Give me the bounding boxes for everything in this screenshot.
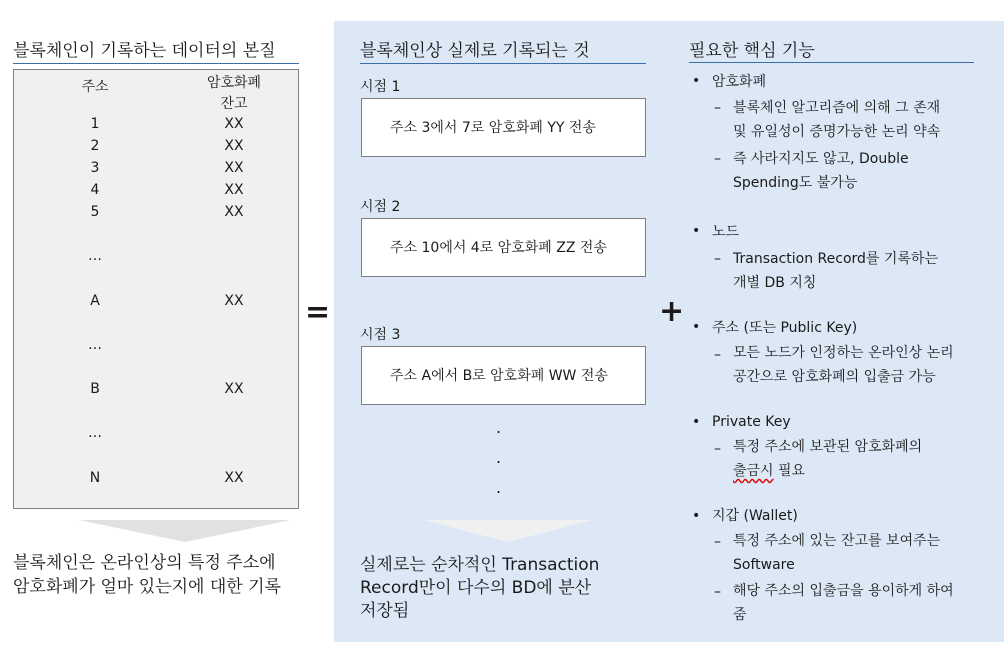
feature-cryptocurrency: 암호화폐 [712,74,767,90]
row-address: 2 [90,138,100,154]
dash-icon: – [714,251,721,267]
feature-wallet: 지갑 (Wallet) [712,508,798,524]
feature-detail: 공간으로 암호화폐의 입출금 가능 [733,369,936,385]
row-address: 4 [90,182,100,198]
feature-detail: 해당 주소의 입출금을 용이하게 하여 [733,583,954,599]
continuation-dot: . [496,448,502,467]
row-address: A [90,293,100,309]
header-balance-line1: 암호화폐 [206,75,262,91]
middle-caption-line1: 실제로는 순차적인 Transaction [360,555,600,575]
middle-caption-line3: 저장됨 [360,601,410,621]
continuation-dot: . [496,418,502,437]
left-caption-line2: 암호화폐가 얼마 있는지에 대한 기록 [13,577,281,597]
time-label-2: 시점 2 [360,199,401,215]
feature-detail: 즉 사라지지도 않고, Double [733,151,909,167]
bullet-icon: • [692,508,701,524]
header-balance-line2: 잔고 [220,96,248,112]
row-balance: XX [224,204,244,220]
row-balance: XX [224,381,244,397]
dash-icon: – [714,151,721,167]
row-balance: XX [224,138,244,154]
header-address: 주소 [81,79,109,95]
feature-node: 노드 [712,224,740,240]
left-title-rule [13,63,299,64]
row-balance: XX [224,293,244,309]
middle-down-arrow [424,520,592,542]
row-address: 5 [90,204,100,220]
bullet-icon: • [692,223,701,239]
row-balance: XX [224,160,244,176]
right-section-title: 필요한 핵심 기능 [689,41,815,61]
bullet-icon: • [692,414,701,430]
dash-icon: – [714,347,721,363]
time-label-3: 시점 3 [360,327,401,343]
feature-detail: Spending도 불가능 [733,175,858,191]
row-ellipsis: … [88,337,102,353]
row-ellipsis: … [88,425,102,441]
dash-icon: – [714,100,721,116]
plus-sign: + [659,294,685,329]
feature-address: 주소 (또는 Public Key) [712,320,858,336]
left-down-arrow [79,520,291,542]
transaction-box-1: 주소 3에서 7로 암호화폐 YY 전송 [361,98,646,157]
middle-caption-line2: Record만이 다수의 BD에 분산 [360,578,592,598]
feature-detail-rest: 필요 [773,463,806,479]
feature-detail: 블록체인 알고리즘에 의해 그 존재 [733,100,941,116]
continuation-dot: . [496,478,502,497]
feature-detail: Software [733,557,795,573]
feature-detail: 개별 DB 지칭 [733,275,817,291]
middle-title-rule [360,63,646,64]
row-address: N [89,470,101,486]
feature-detail: Transaction Record를 기록하는 [733,251,938,267]
bullet-icon: • [692,319,701,335]
left-caption-line1: 블록체인은 온라인상의 특정 주소에 [13,553,276,573]
dash-icon: – [714,441,721,457]
feature-private-key: Private Key [712,414,791,430]
dash-icon: – [714,584,721,600]
row-address: B [90,381,100,397]
feature-detail: 특정 주소에 보관된 암호화폐의 [733,439,923,455]
time-label-1: 시점 1 [360,79,401,95]
right-title-rule [689,62,974,63]
row-ellipsis: … [88,248,102,264]
row-balance: XX [224,182,244,198]
misspelled-word: 출금시 [733,463,774,479]
transaction-box-2: 주소 10에서 4로 암호화폐 ZZ 전송 [361,218,646,277]
dash-icon: – [714,534,721,550]
row-balance: XX [224,470,244,486]
row-address: 1 [90,116,100,132]
feature-detail: 모든 노드가 인정하는 온라인상 논리 [733,345,954,361]
feature-detail: 특정 주소에 있는 잔고를 보여주는 [733,533,941,549]
middle-section-title: 블록체인상 실제로 기록되는 것 [360,41,590,61]
feature-detail: 줌 [733,607,747,623]
row-address: 3 [90,160,100,176]
feature-detail: 및 유일성이 증명가능한 논리 약속 [733,124,941,140]
transaction-box-3: 주소 A에서 B로 암호화폐 WW 전송 [361,346,646,405]
balance-ledger-table [13,69,299,509]
feature-detail [733,458,805,484]
bullet-icon: • [692,73,701,89]
left-section-title: 블록체인이 기록하는 데이터의 본질 [13,41,276,61]
equals-sign: = [305,295,331,330]
row-balance: XX [224,116,244,132]
